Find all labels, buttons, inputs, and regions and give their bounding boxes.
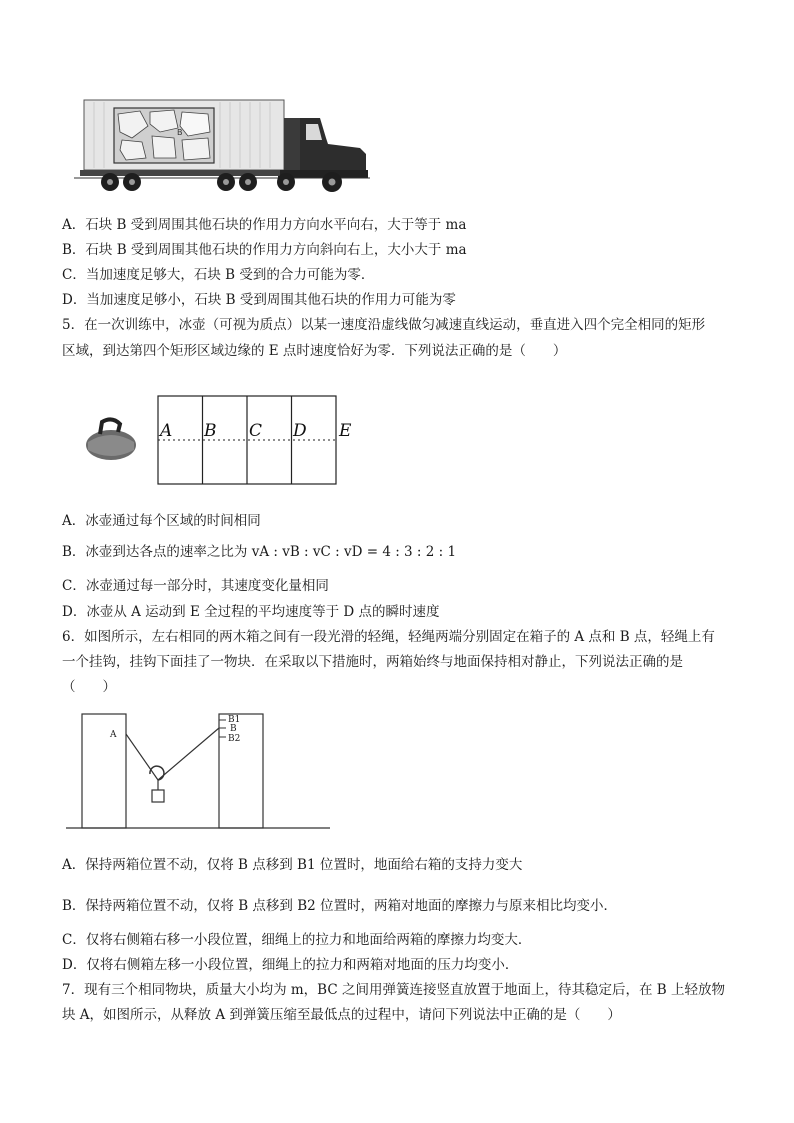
box-label-b2: B2	[228, 734, 241, 744]
q7-stem-line2: 块 A，如图所示，从释放 A 到弹簧压缩至最低点的过程中，请问下列说法中正确的是（ ）	[62, 1007, 621, 1023]
q5-stem-line1: 5．在一次训练中，冰壶（可视为质点）以某一速度沿虚线做匀减速直线运动，垂直进入四个完全相同的矩形	[62, 317, 706, 333]
q5-option-b: B．冰壶到达各点的速率之比为 vA : vB : vC : vD = 4 : 3 : 2 : 1	[62, 544, 457, 560]
q5-option-d: D．冰壶从 A 运动到 E 全过程的平均速度等于 D 点的瞬时速度	[62, 604, 440, 620]
q7-stem-line1: 7．现有三个相同物块，质量大小均为 m，BC 之间用弹簧连接竖直放置于地面上，待其稳定后，在 B 上轻放物	[62, 982, 725, 998]
point-label-b: B	[204, 421, 217, 441]
q4-option-b: B．石块 B 受到周围其他石块的作用力方向斜向右上，大小大于 ma	[62, 242, 467, 258]
box-label-b: B	[230, 724, 237, 734]
q6-stem-line3: （ ）	[62, 679, 116, 695]
q6-option-b: B．保持两箱位置不动，仅将 B 点移到 B2 位置时，两箱对地面的摩擦力与原来相比均变小．	[62, 898, 618, 914]
q5-option-c: C．冰壶通过每一部分时，其速度变化量相同	[62, 578, 329, 594]
point-label-a: A	[160, 421, 173, 441]
truck-figure	[70, 98, 375, 198]
q6-stem-line2: 一个挂钩，挂钩下面挂了一物块．在采取以下措施时，两箱始终与地面保持相对静止，下列说法正确的是	[62, 654, 683, 670]
q4-option-c: C．当加速度足够大，石块 B 受到的合力可能为零．	[62, 267, 375, 283]
boxes-figure	[62, 706, 334, 836]
point-label-c: C	[249, 421, 263, 441]
q5-option-a: A．冰壶通过每个区域的时间相同	[62, 513, 261, 529]
box-label-a: A	[110, 730, 117, 740]
q4-option-d: D．当加速度足够小，石块 B 受到周围其他石块的作用力可能为零	[62, 292, 456, 308]
q4-option-a: A．石块 B 受到周围其他石块的作用力方向水平向右，大于等于 ma	[62, 217, 467, 233]
point-label-e: E	[339, 421, 352, 441]
point-label-d: D	[293, 421, 307, 441]
box-label-b1: B1	[228, 715, 241, 725]
stone-label-b: B	[177, 128, 183, 137]
q5-stem-line2: 区域，到达第四个矩形区域边缘的 E 点时速度恰好为零．下列说法正确的是（ ）	[62, 343, 567, 359]
q6-option-c: C．仅将右侧箱右移一小段位置，细绳上的拉力和地面给两箱的摩擦力均变大．	[62, 932, 532, 948]
curling-figure	[78, 392, 378, 488]
q6-stem-line1: 6．如图所示，左右相同的两木箱之间有一段光滑的轻绳，轻绳两端分别固定在箱子的 A 点和 B 点，轻绳上有	[62, 629, 715, 645]
q6-option-a: A．保持两箱位置不动，仅将 B 点移到 B1 位置时，地面给右箱的支持力变大	[62, 857, 523, 873]
q6-option-d: D．仅将右侧箱左移一小段位置，细绳上的拉力和两箱对地面的压力均变小．	[62, 957, 519, 973]
